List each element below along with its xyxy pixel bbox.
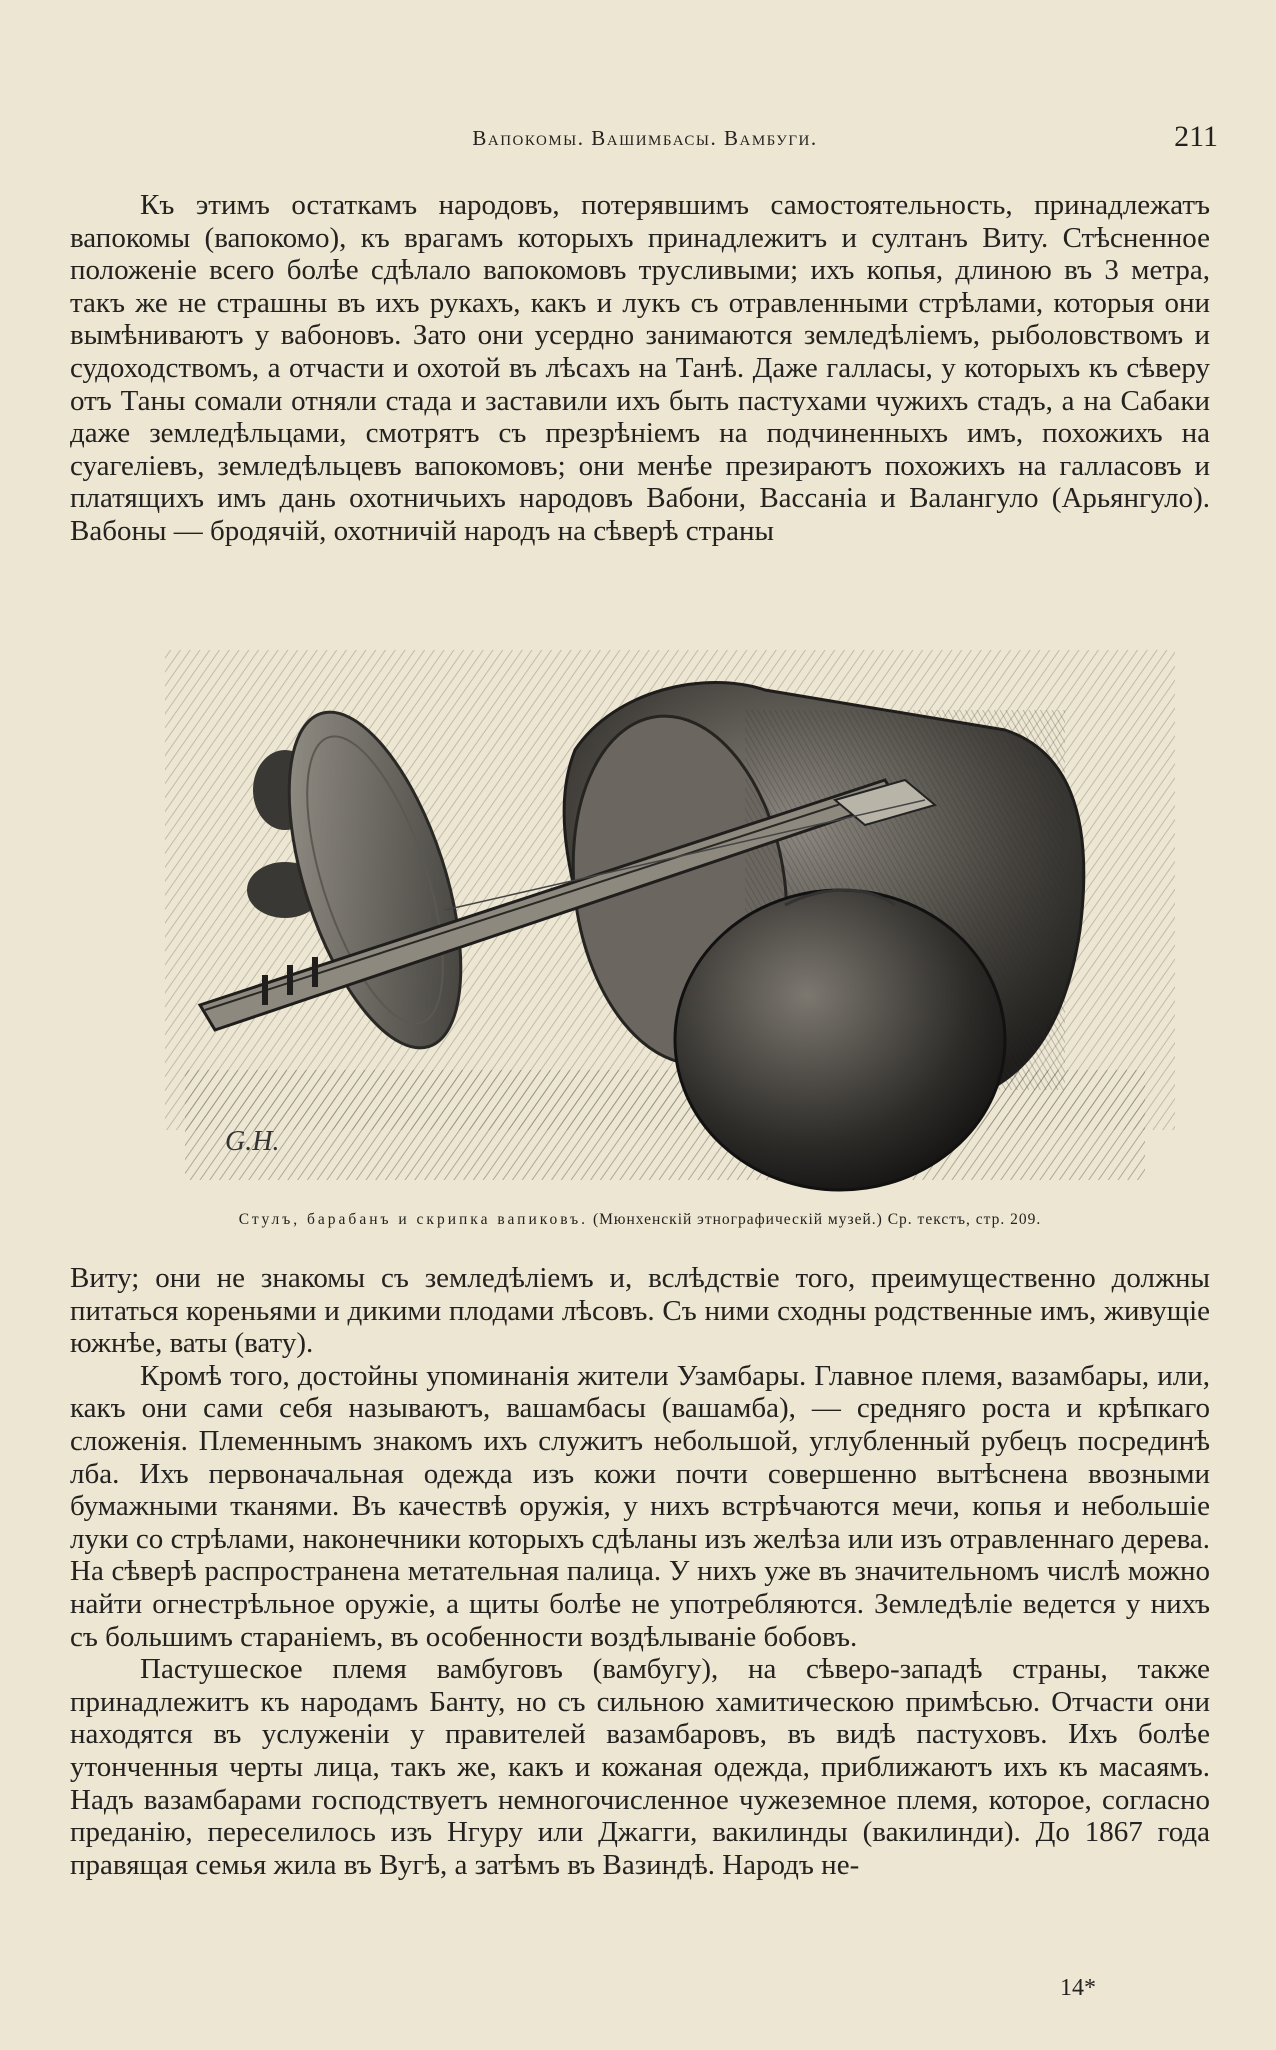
caption-reference: Ср. текстъ, стр. 209. bbox=[887, 1211, 1042, 1228]
paragraph: Виту; они не знакомы съ земледѣліемъ и, вслѣдствіе того, преимущественно должны питаться кореньями и дикими плодами лѣсовъ. Съ ними сходны родственные имъ, живущіе южнѣе, ваты (вату). bbox=[70, 1262, 1210, 1360]
top-text-block bbox=[70, 189, 1210, 548]
caption-objects: Стулъ, барабанъ и скрипка вапиковъ. bbox=[238, 1211, 589, 1228]
paragraph: Пастушеское племя вамбуговъ (вамбугу), на сѣверо-западѣ страны, также принадлежитъ къ народамъ Банту, но съ сильною хамитическою примѣсью. Отчасти они находятся въ услуженіи у правителей вазамбаровъ, въ видѣ пастуховъ. Ихъ болѣе утонченныя черты лица, такъ же, какъ и кожаная одежда, приближаютъ ихъ къ масаямъ. Надъ вазамбарами господствуетъ немногочисленное чужеземное племя, которое, согласно преданію, переселилось изъ Нгуру или Джагги, вакилинды (вакилинди). До 1867 года правящая семья жила въ Вугѣ, а затѣмъ въ Вазиндѣ. Народъ не- bbox=[70, 1653, 1210, 1881]
bottom-text-block bbox=[70, 1262, 1210, 1881]
engraving-illustration bbox=[145, 630, 1185, 1208]
engraving-figure bbox=[145, 630, 1185, 1208]
page-number: 211 bbox=[1174, 120, 1218, 153]
engraver-signature: G.H. bbox=[225, 1126, 280, 1157]
caption-source: (Мюнхенскій этнографическій музей.) bbox=[592, 1211, 883, 1228]
running-title: Вапокомы. Вашимбасы. Вамбуги. bbox=[472, 126, 818, 150]
gourd-drawing bbox=[675, 890, 1005, 1190]
paragraph: Къ этимъ остаткамъ народовъ, потерявшимъ самостоятельность, принадлежатъ вапокомы (вапокомо), къ врагамъ которыхъ принадлежитъ и султанъ Виту. Стѣсненное положеніе всего болѣе сдѣлало вапокомовъ трусливыми; ихъ копья, длиною въ 3 метра, такъ же не страшны въ ихъ рукахъ, какъ и лукъ съ отравленными стрѣлами, которыя они вымѣниваютъ у вабоновъ. Зато они усердно занимаются земледѣліемъ, рыболовствомъ и судоходствомъ, а отчасти и охотой въ лѣсахъ на Танѣ. Даже галласы, у которыхъ къ сѣверу отъ Таны сомали отняли стада и заставили ихъ быть пастухами чужихъ стадъ, а на Сабаки даже земледѣльцами, смотрятъ съ презрѣніемъ на подчиненныхъ имъ, похожихъ на суагеліевъ, земледѣльцевъ вапокомовъ; они менѣе презираютъ похожихъ на галласовъ и платящихъ имъ дань охотничьихъ народовъ Вабони, Вассаніа и Валангуло (Арьянгуло). Вабоны — бродячій, охотничій народъ на сѣверѣ страны bbox=[70, 189, 1210, 547]
figure-caption bbox=[70, 1211, 1210, 1229]
paragraph: Кромѣ того, достойны упоминанія жители Узамбары. Главное племя, вазамбары, или, какъ они сами себя называютъ, вашамбасы (вашамба), — средняго роста и крѣпкаго сложенія. Племеннымъ знакомъ ихъ служитъ небольшой, углубленный рубецъ посрединѣ лба. Ихъ первоначальная одежда изъ кожи почти совершенно вытѣснена ввозными бумажными тканями. Въ качествѣ оружія, у нихъ встрѣчаются мечи, копья и небольшіе луки со стрѣлами, наконечники которыхъ сдѣланы изъ желѣза или изъ отравленнаго дерева. На сѣверѣ распространена метательная палица. У нихъ уже въ значительномъ числѣ можно найти огнестрѣльное оружіе, а щиты болѣе не употребляются. Земледѣліе ведется у нихъ съ большимъ стараніемъ, въ особенности воздѣлываніе бобовъ. bbox=[70, 1359, 1210, 1653]
signature-mark: 14* bbox=[1060, 1975, 1096, 2001]
